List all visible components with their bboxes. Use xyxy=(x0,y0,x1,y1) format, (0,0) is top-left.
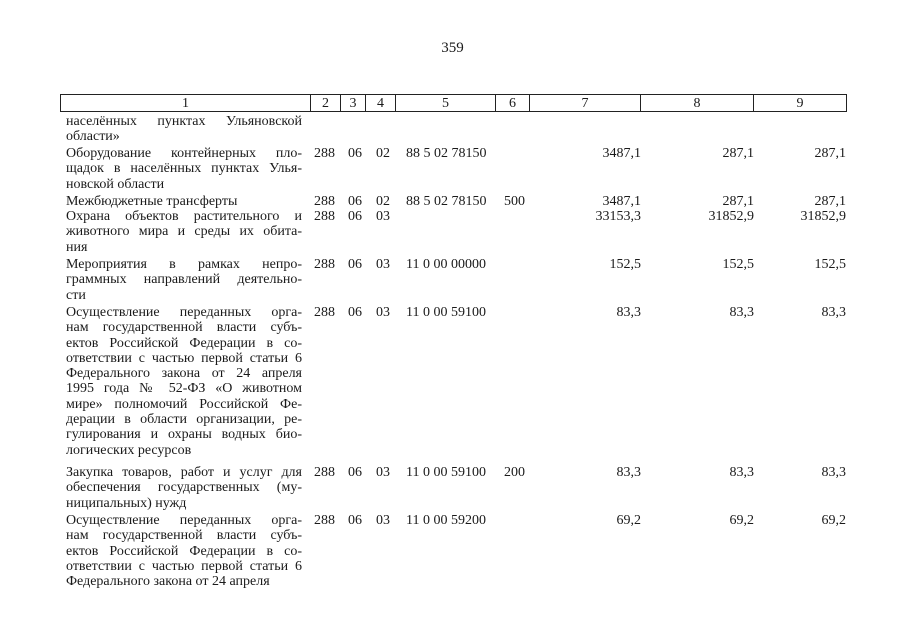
cell-c5: 88 5 02 78150 xyxy=(406,194,487,209)
header-col-6: 6 xyxy=(495,95,529,111)
cell-c5: 11 0 00 59200 xyxy=(406,513,486,528)
header-col-2: 2 xyxy=(310,95,340,111)
cell-c5: 88 5 02 78150 xyxy=(406,146,487,161)
cell-c2: 288 xyxy=(314,465,335,480)
row-name xyxy=(66,146,302,192)
row-name-line: Межбюджетные трансферты xyxy=(66,194,238,209)
row-name-line: животного мира и среды их обита- xyxy=(66,224,302,240)
row-name-line: Федерального закона от 24 апреля xyxy=(66,574,270,590)
row-name-line: дерации в области организации, ре- xyxy=(66,412,302,428)
row-name-line: ответствии с частью первой статьи 6 xyxy=(66,350,302,366)
header-col-3: 3 xyxy=(340,95,365,111)
cell-c3: 06 xyxy=(348,305,362,320)
cell-c4: 03 xyxy=(376,513,390,528)
header-col-7: 7 xyxy=(529,95,640,111)
cell-c4: 02 xyxy=(376,146,390,161)
cell-c7: 152,5 xyxy=(609,257,641,272)
row-name-line: ния xyxy=(66,239,88,255)
cell-c2: 288 xyxy=(314,305,335,320)
cell-c2: 288 xyxy=(314,513,335,528)
cell-c8: 287,1 xyxy=(722,146,754,161)
row-name-line: ектов Российской Федерации в со- xyxy=(66,335,302,351)
row-name xyxy=(66,114,302,145)
row-name xyxy=(66,209,302,255)
row-name-line: Осуществление переданных орга- xyxy=(66,305,302,320)
row-name-line: Федерального закона от 24 апреля xyxy=(66,366,302,382)
cell-c3: 06 xyxy=(348,513,362,528)
cell-c8: 152,5 xyxy=(722,257,754,272)
cell-c9: 69,2 xyxy=(821,513,846,528)
row-name-line: мире» полномочий Российской Фе- xyxy=(66,396,302,412)
table-header xyxy=(60,94,847,112)
cell-c3: 06 xyxy=(348,194,362,209)
cell-c9: 83,3 xyxy=(821,305,846,320)
cell-c4: 03 xyxy=(376,257,390,272)
cell-c4: 02 xyxy=(376,194,390,209)
row-name-line: Мероприятия в рамках непро- xyxy=(66,257,302,272)
cell-c9: 31852,9 xyxy=(800,209,846,224)
cell-c3: 06 xyxy=(348,465,362,480)
row-name-line: Закупка товаров, работ и услуг для xyxy=(66,465,302,480)
cell-c6: 500 xyxy=(504,194,525,209)
cell-c7: 3487,1 xyxy=(602,194,641,209)
cell-c8: 31852,9 xyxy=(708,209,754,224)
row-name-line: гулирования и охраны водных био- xyxy=(66,427,302,443)
cell-c3: 06 xyxy=(348,209,362,224)
cell-c9: 287,1 xyxy=(814,194,846,209)
cell-c7: 3487,1 xyxy=(602,146,641,161)
row-name-line: граммных направлений деятельно- xyxy=(66,272,302,288)
cell-c5: 11 0 00 59100 xyxy=(406,465,486,480)
cell-c9: 287,1 xyxy=(814,146,846,161)
cell-c5: 11 0 00 59100 xyxy=(406,305,486,320)
row-name xyxy=(66,257,302,303)
row-name-line: 1995 года № 52-ФЗ «О животном xyxy=(66,381,302,397)
row-name-line: Охрана объектов растительного и xyxy=(66,209,302,224)
row-name-line: нам государственной власти субъ- xyxy=(66,320,302,336)
row-name-line: логических ресурсов xyxy=(66,442,192,458)
header-col-9: 9 xyxy=(753,95,846,111)
row-name-line: нам государственной власти субъ- xyxy=(66,528,302,544)
row-name-line: щадок в населённых пунктах Улья- xyxy=(66,161,302,177)
row-name xyxy=(66,465,302,511)
row-name-line: ниципальных) нужд xyxy=(66,495,187,511)
row-name xyxy=(66,305,302,458)
cell-c8: 69,2 xyxy=(729,513,754,528)
header-col-5: 5 xyxy=(395,95,495,111)
cell-c4: 03 xyxy=(376,209,390,224)
row-name xyxy=(66,194,302,209)
cell-c3: 06 xyxy=(348,146,362,161)
row-name-line: Осуществление переданных орга- xyxy=(66,513,302,528)
row-name-line: обеспечения государственных (му- xyxy=(66,480,302,496)
row-name-line: Оборудование контейнерных пло- xyxy=(66,146,302,161)
cell-c4: 03 xyxy=(376,465,390,480)
row-name-line: новской области xyxy=(66,176,165,192)
row-name-line: населённых пунктах Ульяновской xyxy=(66,114,302,129)
row-name xyxy=(66,513,302,589)
cell-c7: 83,3 xyxy=(616,465,641,480)
cell-c8: 287,1 xyxy=(722,194,754,209)
cell-c2: 288 xyxy=(314,146,335,161)
cell-c7: 83,3 xyxy=(616,305,641,320)
cell-c2: 288 xyxy=(314,194,335,209)
row-name-line: ответствии с частью первой статьи 6 xyxy=(66,558,302,574)
row-name-line: ектов Российской Федерации в со- xyxy=(66,543,302,559)
row-name-line: области» xyxy=(66,129,120,145)
cell-c9: 83,3 xyxy=(821,465,846,480)
cell-c7: 69,2 xyxy=(616,513,641,528)
cell-c8: 83,3 xyxy=(729,305,754,320)
header-col-8: 8 xyxy=(640,95,753,111)
cell-c5: 11 0 00 00000 xyxy=(406,257,486,272)
cell-c4: 03 xyxy=(376,305,390,320)
header-col-1: 1 xyxy=(182,96,189,111)
page-number: 359 xyxy=(441,40,464,56)
cell-c9: 152,5 xyxy=(814,257,846,272)
cell-c2: 288 xyxy=(314,257,335,272)
cell-c7: 33153,3 xyxy=(595,209,641,224)
header-col-4: 4 xyxy=(365,95,395,111)
cell-c2: 288 xyxy=(314,209,335,224)
cell-c3: 06 xyxy=(348,257,362,272)
cell-c8: 83,3 xyxy=(729,465,754,480)
row-name-line: сти xyxy=(66,287,86,303)
cell-c6: 200 xyxy=(504,465,525,480)
